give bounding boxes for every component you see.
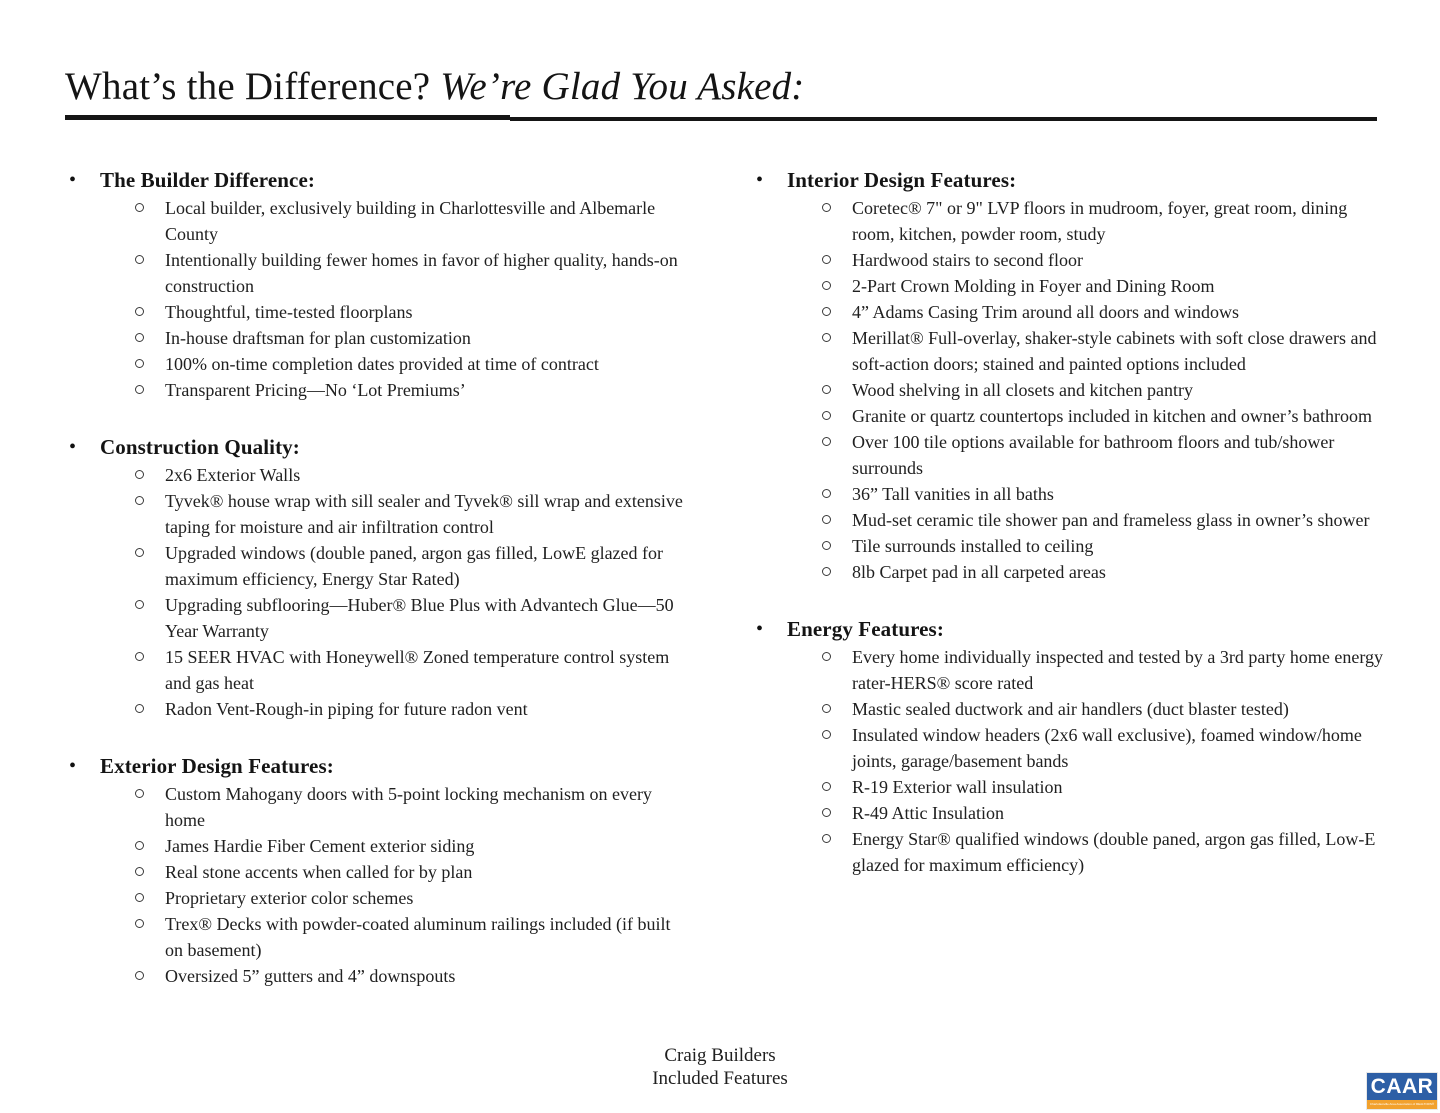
- feature-item-text: Real stone accents when called for by plan: [165, 862, 473, 882]
- left-column: [65, 166, 725, 1019]
- feature-item: [752, 559, 1412, 585]
- feature-item-text: Upgraded windows (double paned, argon gas filled, LowE glazed for maximum efficiency, Energy Star Rated): [165, 543, 664, 589]
- circle-bullet-icon: [820, 247, 852, 273]
- feature-item-text: 100% on-time completion dates provided at time of contract: [165, 354, 599, 374]
- feature-item: [65, 696, 725, 722]
- section-heading-row: [65, 752, 725, 781]
- circle-bullet-icon: [820, 533, 852, 559]
- bullet-icon: •: [69, 755, 77, 777]
- title-rule-left: [65, 115, 510, 120]
- feature-item: [752, 403, 1412, 429]
- circle-bullet-icon: [820, 696, 852, 722]
- circle-bullet-icon: [133, 488, 165, 540]
- feature-item-text: Transparent Pricing—No ‘Lot Premiums’: [165, 380, 466, 400]
- feature-item: [65, 963, 725, 989]
- feature-item: [752, 299, 1412, 325]
- footer-company-name: Craig Builders: [664, 1045, 776, 1066]
- caar-logo-text: CAAR: [1367, 1073, 1437, 1100]
- feature-item: [65, 377, 725, 403]
- feature-item-text: Oversized 5” gutters and 4” downspouts: [165, 966, 456, 986]
- feature-item: [752, 800, 1412, 826]
- feature-item-text: R-19 Exterior wall insulation: [852, 777, 1063, 797]
- section-heading-row: [752, 615, 1412, 644]
- section-interior-design-features: [752, 166, 1412, 585]
- feature-item-text: In-house draftsman for plan customization: [165, 328, 471, 348]
- bullet-icon: •: [756, 169, 764, 191]
- circle-bullet-icon: [820, 299, 852, 325]
- feature-item: [752, 273, 1412, 299]
- feature-item-text: Thoughtful, time-tested floorplans: [165, 302, 413, 322]
- feature-item: [65, 325, 725, 351]
- feature-item-text: Intentionally building fewer homes in favor of higher quality, hands-on construction: [165, 250, 678, 296]
- circle-bullet-icon: [820, 722, 852, 774]
- feature-item-text: Mastic sealed ductwork and air handlers (duct blaster tested): [852, 699, 1289, 719]
- feature-item: [65, 247, 725, 299]
- feature-item: [752, 507, 1412, 533]
- circle-bullet-icon: [133, 377, 165, 403]
- circle-bullet-icon: [133, 592, 165, 644]
- feature-item: [65, 195, 725, 247]
- circle-bullet-icon: [133, 195, 165, 247]
- circle-bullet-icon: [133, 644, 165, 696]
- feature-item-text: 15 SEER HVAC with Honeywell® Zoned temperature control system and gas heat: [165, 647, 670, 693]
- page-title: [65, 64, 805, 109]
- circle-bullet-icon: [133, 911, 165, 963]
- feature-item: [65, 592, 725, 644]
- circle-bullet-icon: [133, 859, 165, 885]
- section-heading-row: [65, 433, 725, 462]
- feature-item-text: Local builder, exclusively building in Charlottesville and Albemarle County: [165, 198, 656, 244]
- feature-item-text: Coretec® 7" or 9" LVP floors in mudroom, foyer, great room, dining room, kitchen, powder room, study: [852, 198, 1348, 244]
- section-heading: Construction Quality:: [100, 435, 300, 459]
- section-energy-features: [752, 615, 1412, 878]
- title-rule-right: [510, 117, 1377, 121]
- feature-item: [65, 351, 725, 377]
- circle-bullet-icon: [133, 540, 165, 592]
- feature-item: [65, 540, 725, 592]
- feature-item-text: Mud-set ceramic tile shower pan and frameless glass in owner’s shower: [852, 510, 1370, 530]
- circle-bullet-icon: [820, 826, 852, 878]
- caar-logo: [1366, 1072, 1438, 1110]
- feature-item: [752, 774, 1412, 800]
- feature-item-text: Hardwood stairs to second floor: [852, 250, 1083, 270]
- bullet-icon: •: [69, 436, 77, 458]
- section-heading-row: [65, 166, 725, 195]
- section-heading: Exterior Design Features:: [100, 754, 334, 778]
- circle-bullet-icon: [133, 781, 165, 833]
- circle-bullet-icon: [820, 559, 852, 585]
- feature-item: [752, 377, 1412, 403]
- circle-bullet-icon: [820, 377, 852, 403]
- circle-bullet-icon: [820, 774, 852, 800]
- circle-bullet-icon: [133, 247, 165, 299]
- feature-item-text: Upgrading subflooring—Huber® Blue Plus with Advantech Glue—50 Year Warranty: [165, 595, 674, 641]
- circle-bullet-icon: [133, 696, 165, 722]
- feature-item-text: 2x6 Exterior Walls: [165, 465, 301, 485]
- section-heading: The Builder Difference:: [100, 168, 315, 192]
- feature-item: [752, 696, 1412, 722]
- feature-item: [752, 195, 1412, 247]
- feature-item-text: 4” Adams Casing Trim around all doors and windows: [852, 302, 1239, 322]
- feature-item: [65, 462, 725, 488]
- feature-item-text: 8lb Carpet pad in all carpeted areas: [852, 562, 1106, 582]
- right-column: [752, 166, 1412, 908]
- circle-bullet-icon: [820, 325, 852, 377]
- bullet-icon: •: [69, 169, 77, 191]
- circle-bullet-icon: [820, 507, 852, 533]
- circle-bullet-icon: [820, 403, 852, 429]
- feature-item: [752, 533, 1412, 559]
- circle-bullet-icon: [133, 833, 165, 859]
- circle-bullet-icon: [133, 351, 165, 377]
- feature-item: [752, 325, 1412, 377]
- feature-item: [65, 299, 725, 325]
- feature-item-text: Energy Star® qualified windows (double paned, argon gas filled, Low-E glazed for maximum efficiency): [852, 829, 1376, 875]
- circle-bullet-icon: [820, 644, 852, 696]
- feature-item: [752, 826, 1412, 878]
- circle-bullet-icon: [820, 429, 852, 481]
- feature-item-text: Trex® Decks with powder-coated aluminum railings included (if built on basement): [165, 914, 671, 960]
- circle-bullet-icon: [820, 273, 852, 299]
- feature-item: [65, 911, 725, 963]
- feature-item: [65, 644, 725, 696]
- caar-logo-tagline: Charlottesville Area Association of REALTORS®: [1367, 1100, 1437, 1109]
- feature-item: [65, 781, 725, 833]
- section-heading: Interior Design Features:: [787, 168, 1017, 192]
- section-the-builder-difference: [65, 166, 725, 403]
- feature-item: [752, 429, 1412, 481]
- feature-item: [752, 644, 1412, 696]
- feature-item-text: Custom Mahogany doors with 5-point locking mechanism on every home: [165, 784, 652, 830]
- feature-item-text: 2-Part Crown Molding in Foyer and Dining Room: [852, 276, 1215, 296]
- circle-bullet-icon: [133, 299, 165, 325]
- circle-bullet-icon: [133, 325, 165, 351]
- feature-item-text: 36” Tall vanities in all baths: [852, 484, 1054, 504]
- section-construction-quality: [65, 433, 725, 722]
- section-heading-row: [752, 166, 1412, 195]
- bullet-icon: •: [756, 618, 764, 640]
- page-title-regular: What’s the Difference?: [65, 65, 441, 108]
- feature-item: [65, 833, 725, 859]
- page-title-italic: We’re Glad You Asked:: [440, 65, 805, 108]
- footer-document-name: Included Features: [652, 1068, 788, 1089]
- feature-item-text: Every home individually inspected and tested by a 3rd party home energy rater-HERS® score rated: [852, 647, 1384, 693]
- feature-item: [752, 481, 1412, 507]
- feature-item-text: Granite or quartz countertops included in kitchen and owner’s bathroom: [852, 406, 1373, 426]
- feature-item: [65, 885, 725, 911]
- feature-item-text: James Hardie Fiber Cement exterior siding: [165, 836, 475, 856]
- feature-item: [65, 488, 725, 540]
- feature-item-text: Tyvek® house wrap with sill sealer and Tyvek® sill wrap and extensive taping for moisture and air infiltration control: [165, 491, 683, 537]
- circle-bullet-icon: [133, 885, 165, 911]
- feature-item-text: Wood shelving in all closets and kitchen pantry: [852, 380, 1193, 400]
- circle-bullet-icon: [820, 800, 852, 826]
- feature-item-text: Merillat® Full-overlay, shaker-style cabinets with soft close drawers and soft-action doors; stained and painted options included: [852, 328, 1377, 374]
- feature-item: [752, 722, 1412, 774]
- feature-item-text: Over 100 tile options available for bathroom floors and tub/shower surrounds: [852, 432, 1335, 478]
- page-footer: [652, 1044, 788, 1090]
- feature-item: [65, 859, 725, 885]
- section-heading: Energy Features:: [787, 617, 944, 641]
- feature-item: [752, 247, 1412, 273]
- circle-bullet-icon: [820, 195, 852, 247]
- feature-item-text: R-49 Attic Insulation: [852, 803, 1004, 823]
- feature-item-text: Tile surrounds installed to ceiling: [852, 536, 1094, 556]
- circle-bullet-icon: [133, 963, 165, 989]
- feature-item-text: Proprietary exterior color schemes: [165, 888, 414, 908]
- section-exterior-design-features: [65, 752, 725, 989]
- circle-bullet-icon: [820, 481, 852, 507]
- circle-bullet-icon: [133, 462, 165, 488]
- feature-item-text: Insulated window headers (2x6 wall exclusive), foamed window/home joints, garage/basement bands: [852, 725, 1362, 771]
- feature-item-text: Radon Vent-Rough-in piping for future radon vent: [165, 699, 528, 719]
